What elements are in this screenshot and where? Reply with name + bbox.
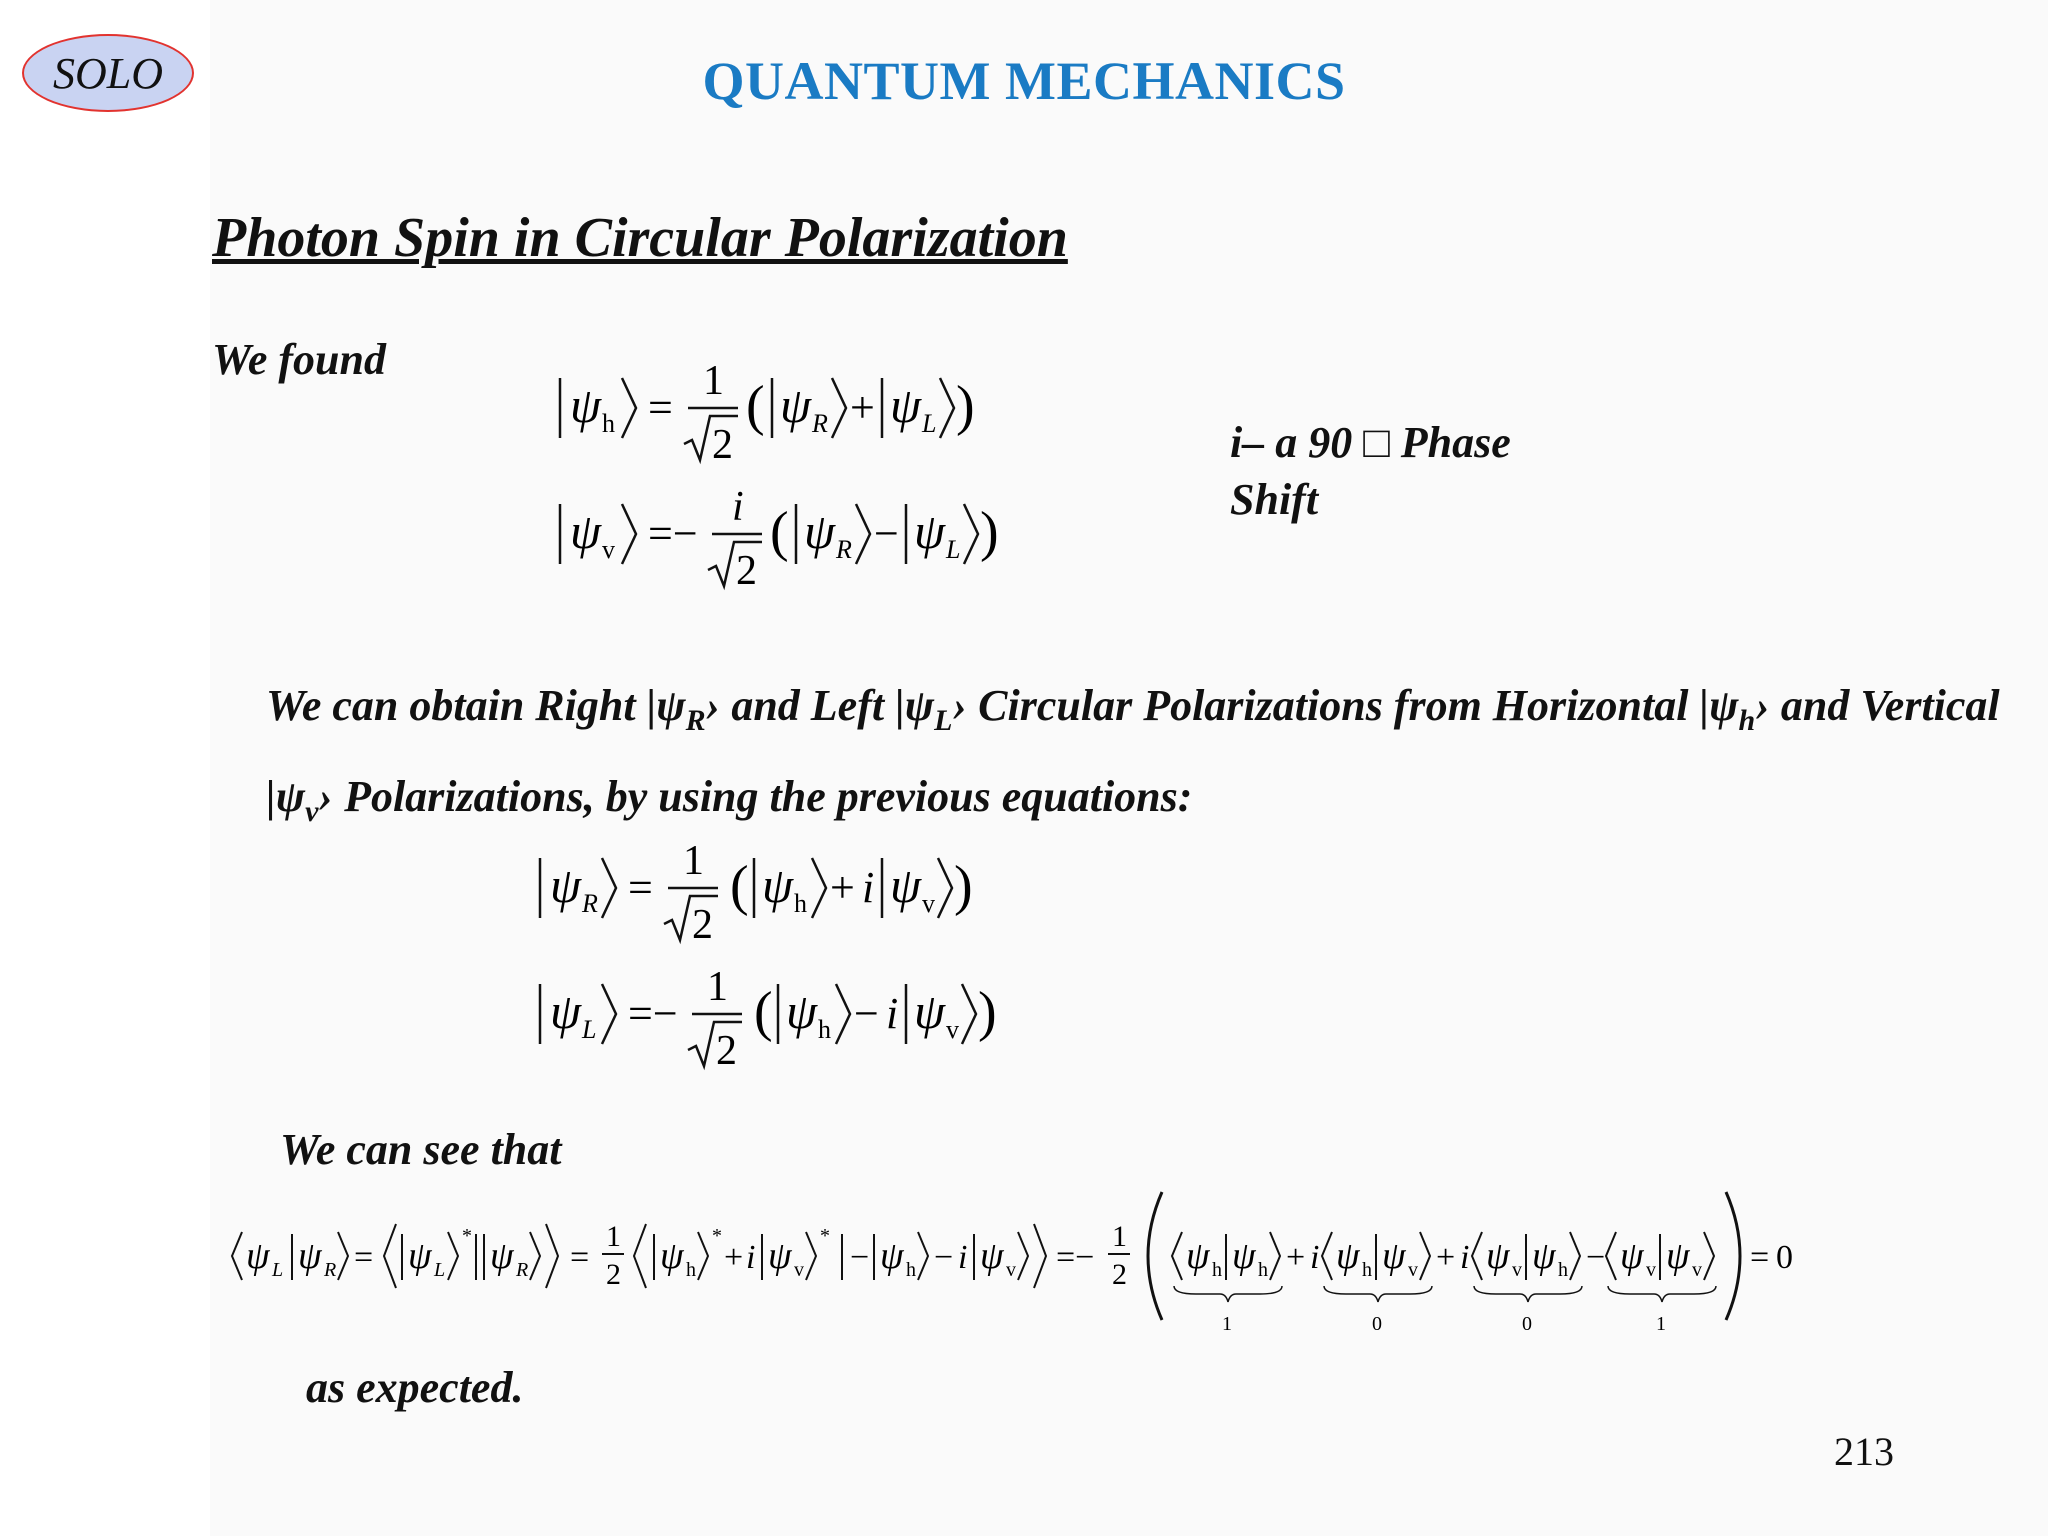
svg-text:−: −: [850, 1239, 870, 1276]
svg-text:ψ: ψ: [786, 983, 818, 1039]
svg-text:L: L: [922, 409, 937, 438]
svg-text:ψ: ψ: [1232, 1235, 1256, 1277]
svg-text:h: h: [1362, 1259, 1372, 1281]
svg-text:i: i: [1460, 1239, 1470, 1276]
denominator-two: 2: [712, 422, 733, 468]
equation-psi-h-svg: [560, 360, 1020, 470]
svg-text:ψ: ψ: [1186, 1235, 1210, 1277]
logo-text: SOLO: [52, 48, 164, 98]
svg-text:−: −: [934, 1239, 954, 1276]
svg-text:(: (: [770, 501, 789, 563]
svg-text:ψ: ψ: [298, 1235, 322, 1277]
svg-text:ψ: ψ: [550, 983, 582, 1039]
svg-text:2: 2: [606, 1258, 621, 1291]
numerator-i: i: [732, 484, 744, 530]
slide-heading: Photon Spin in Circular Polarization: [212, 207, 1068, 269]
svg-text:v: v: [922, 889, 935, 918]
svg-text:ψ: ψ: [246, 1235, 270, 1277]
equation-psi-r-svg: [540, 840, 1000, 950]
svg-text:−: −: [874, 509, 899, 558]
svg-text:ψ: ψ: [890, 377, 922, 433]
svg-text:i: i: [886, 989, 899, 1038]
svg-text:): ): [954, 855, 973, 917]
svg-text:=: =: [354, 1239, 374, 1276]
svg-text:): ): [980, 501, 999, 563]
svg-text:i: i: [958, 1239, 968, 1276]
svg-text:L: L: [946, 535, 961, 564]
svg-text:ψ: ψ: [408, 1235, 432, 1277]
svg-text:−: −: [1586, 1239, 1606, 1276]
phase-shift-note: [1230, 414, 1630, 528]
svg-text:+: +: [830, 863, 855, 912]
svg-text:v: v: [602, 535, 615, 564]
svg-text:v: v: [794, 1259, 804, 1281]
svg-text:v: v: [1692, 1259, 1702, 1281]
svg-text:v: v: [1408, 1259, 1418, 1281]
svg-text:2: 2: [692, 902, 713, 948]
svg-text:=−: =−: [628, 989, 678, 1038]
svg-text:+: +: [1436, 1239, 1456, 1276]
svg-text:*: *: [712, 1225, 722, 1247]
we-can-see-label: We can see that: [280, 1125, 562, 1174]
svg-text:=−: =−: [648, 509, 698, 558]
svg-text:R: R: [516, 1259, 529, 1281]
svg-text:2: 2: [736, 548, 757, 594]
intro-paragraph: We can obtain Right $|\psi_R›$ and Left $|\psi_L›$ Circular Polarizations from Horizontal $|\psi_h›$ and Vertical $|\psi_v›$ Polarizations, by using the previous equations:: [266, 681, 2000, 828]
svg-text:i: i: [746, 1239, 756, 1276]
svg-text:ψ: ψ: [780, 377, 812, 433]
svg-text:+: +: [1286, 1239, 1306, 1276]
brace-value-4: 1: [1656, 1313, 1666, 1335]
svg-text:ψ: ψ: [914, 503, 946, 559]
svg-text:(: (: [754, 981, 773, 1043]
page-number: 213: [1834, 1429, 1894, 1474]
phase-note-line1: i– a 90 □ Phase: [1230, 418, 1511, 467]
svg-text:L: L: [582, 1015, 597, 1044]
svg-text:1: 1: [606, 1220, 621, 1253]
svg-text:ψ: ψ: [890, 857, 922, 913]
svg-text:−: −: [854, 989, 879, 1038]
svg-text:h: h: [794, 889, 807, 918]
svg-text:ψ: ψ: [804, 503, 836, 559]
svg-text:v: v: [1512, 1259, 1522, 1281]
svg-text:=−: =−: [1056, 1239, 1095, 1276]
we-found-label: We found: [212, 335, 386, 384]
svg-text:ψ: ψ: [570, 503, 602, 559]
svg-text:v: v: [946, 1015, 959, 1044]
svg-text:i: i: [862, 863, 875, 912]
equation-psi-l-svg: [540, 966, 1020, 1076]
svg-text:ψ: ψ: [980, 1235, 1004, 1277]
numerator-one: 1: [703, 358, 724, 404]
brace-value-3: 0: [1522, 1313, 1532, 1335]
equation-psi-v-svg: [560, 486, 1040, 596]
svg-text:=: =: [628, 863, 653, 912]
as-expected-label: as expected.: [306, 1363, 524, 1412]
psi-symbol: ψ: [570, 377, 602, 433]
svg-text:h: h: [1258, 1259, 1268, 1281]
page-title: QUANTUM MECHANICS: [702, 51, 1346, 111]
svg-text:1: 1: [683, 838, 704, 884]
svg-text:R: R: [812, 409, 828, 438]
svg-text:v: v: [1646, 1259, 1656, 1281]
svg-text:ψ: ψ: [880, 1235, 904, 1277]
svg-text:=: =: [570, 1239, 590, 1276]
svg-text:(: (: [746, 375, 765, 437]
phase-note-line2: Shift: [1230, 475, 1319, 525]
svg-text:): ): [956, 375, 975, 437]
svg-text:=: =: [648, 383, 673, 432]
svg-text:L: L: [272, 1259, 284, 1281]
equation-psi-l: [540, 966, 1020, 1087]
svg-text:ψ: ψ: [768, 1235, 792, 1277]
result-zero: 0: [1776, 1239, 1793, 1276]
svg-text:R: R: [836, 535, 852, 564]
svg-text:ψ: ψ: [490, 1235, 514, 1277]
equation-psi-h: [560, 360, 1020, 481]
svg-text:i: i: [1310, 1239, 1320, 1276]
svg-text:+: +: [724, 1239, 744, 1276]
svg-text:2: 2: [1112, 1258, 1127, 1291]
svg-text:ψ: ψ: [762, 857, 794, 913]
svg-text:L: L: [434, 1259, 446, 1281]
sub-h: h: [602, 409, 615, 438]
svg-text:ψ: ψ: [1666, 1235, 1690, 1277]
brace-value-2: 0: [1372, 1313, 1382, 1335]
svg-text:1: 1: [1112, 1220, 1127, 1253]
equation-inner-product-svg: [226, 1190, 1806, 1340]
svg-text:*: *: [462, 1225, 472, 1247]
svg-text:ψ: ψ: [1620, 1235, 1644, 1277]
svg-text:h: h: [1212, 1259, 1222, 1281]
svg-text:ψ: ψ: [1382, 1235, 1406, 1277]
equation-psi-r: [540, 840, 1000, 961]
svg-text:ψ: ψ: [1336, 1235, 1360, 1277]
svg-text:h: h: [818, 1015, 831, 1044]
svg-text:(: (: [730, 855, 749, 917]
svg-text:2: 2: [716, 1028, 737, 1074]
svg-text:1: 1: [707, 964, 728, 1010]
svg-text:*: *: [820, 1225, 830, 1247]
svg-text:h: h: [1558, 1259, 1568, 1281]
equation-psi-v: [560, 486, 1040, 607]
brace-value-1: 1: [1222, 1313, 1232, 1335]
equation-inner-product: [226, 1190, 1806, 1351]
svg-text:ψ: ψ: [550, 857, 582, 913]
svg-text:v: v: [1006, 1259, 1016, 1281]
svg-text:R: R: [582, 889, 598, 918]
svg-text:ψ: ψ: [1486, 1235, 1510, 1277]
svg-text:h: h: [686, 1259, 696, 1281]
svg-text:h: h: [906, 1259, 916, 1281]
svg-text:): ): [978, 981, 997, 1043]
svg-text:R: R: [324, 1259, 337, 1281]
svg-text:ψ: ψ: [1532, 1235, 1556, 1277]
svg-text:ψ: ψ: [660, 1235, 684, 1277]
svg-text:=: =: [1750, 1239, 1770, 1276]
svg-text:ψ: ψ: [914, 983, 946, 1039]
svg-text:+: +: [850, 383, 875, 432]
